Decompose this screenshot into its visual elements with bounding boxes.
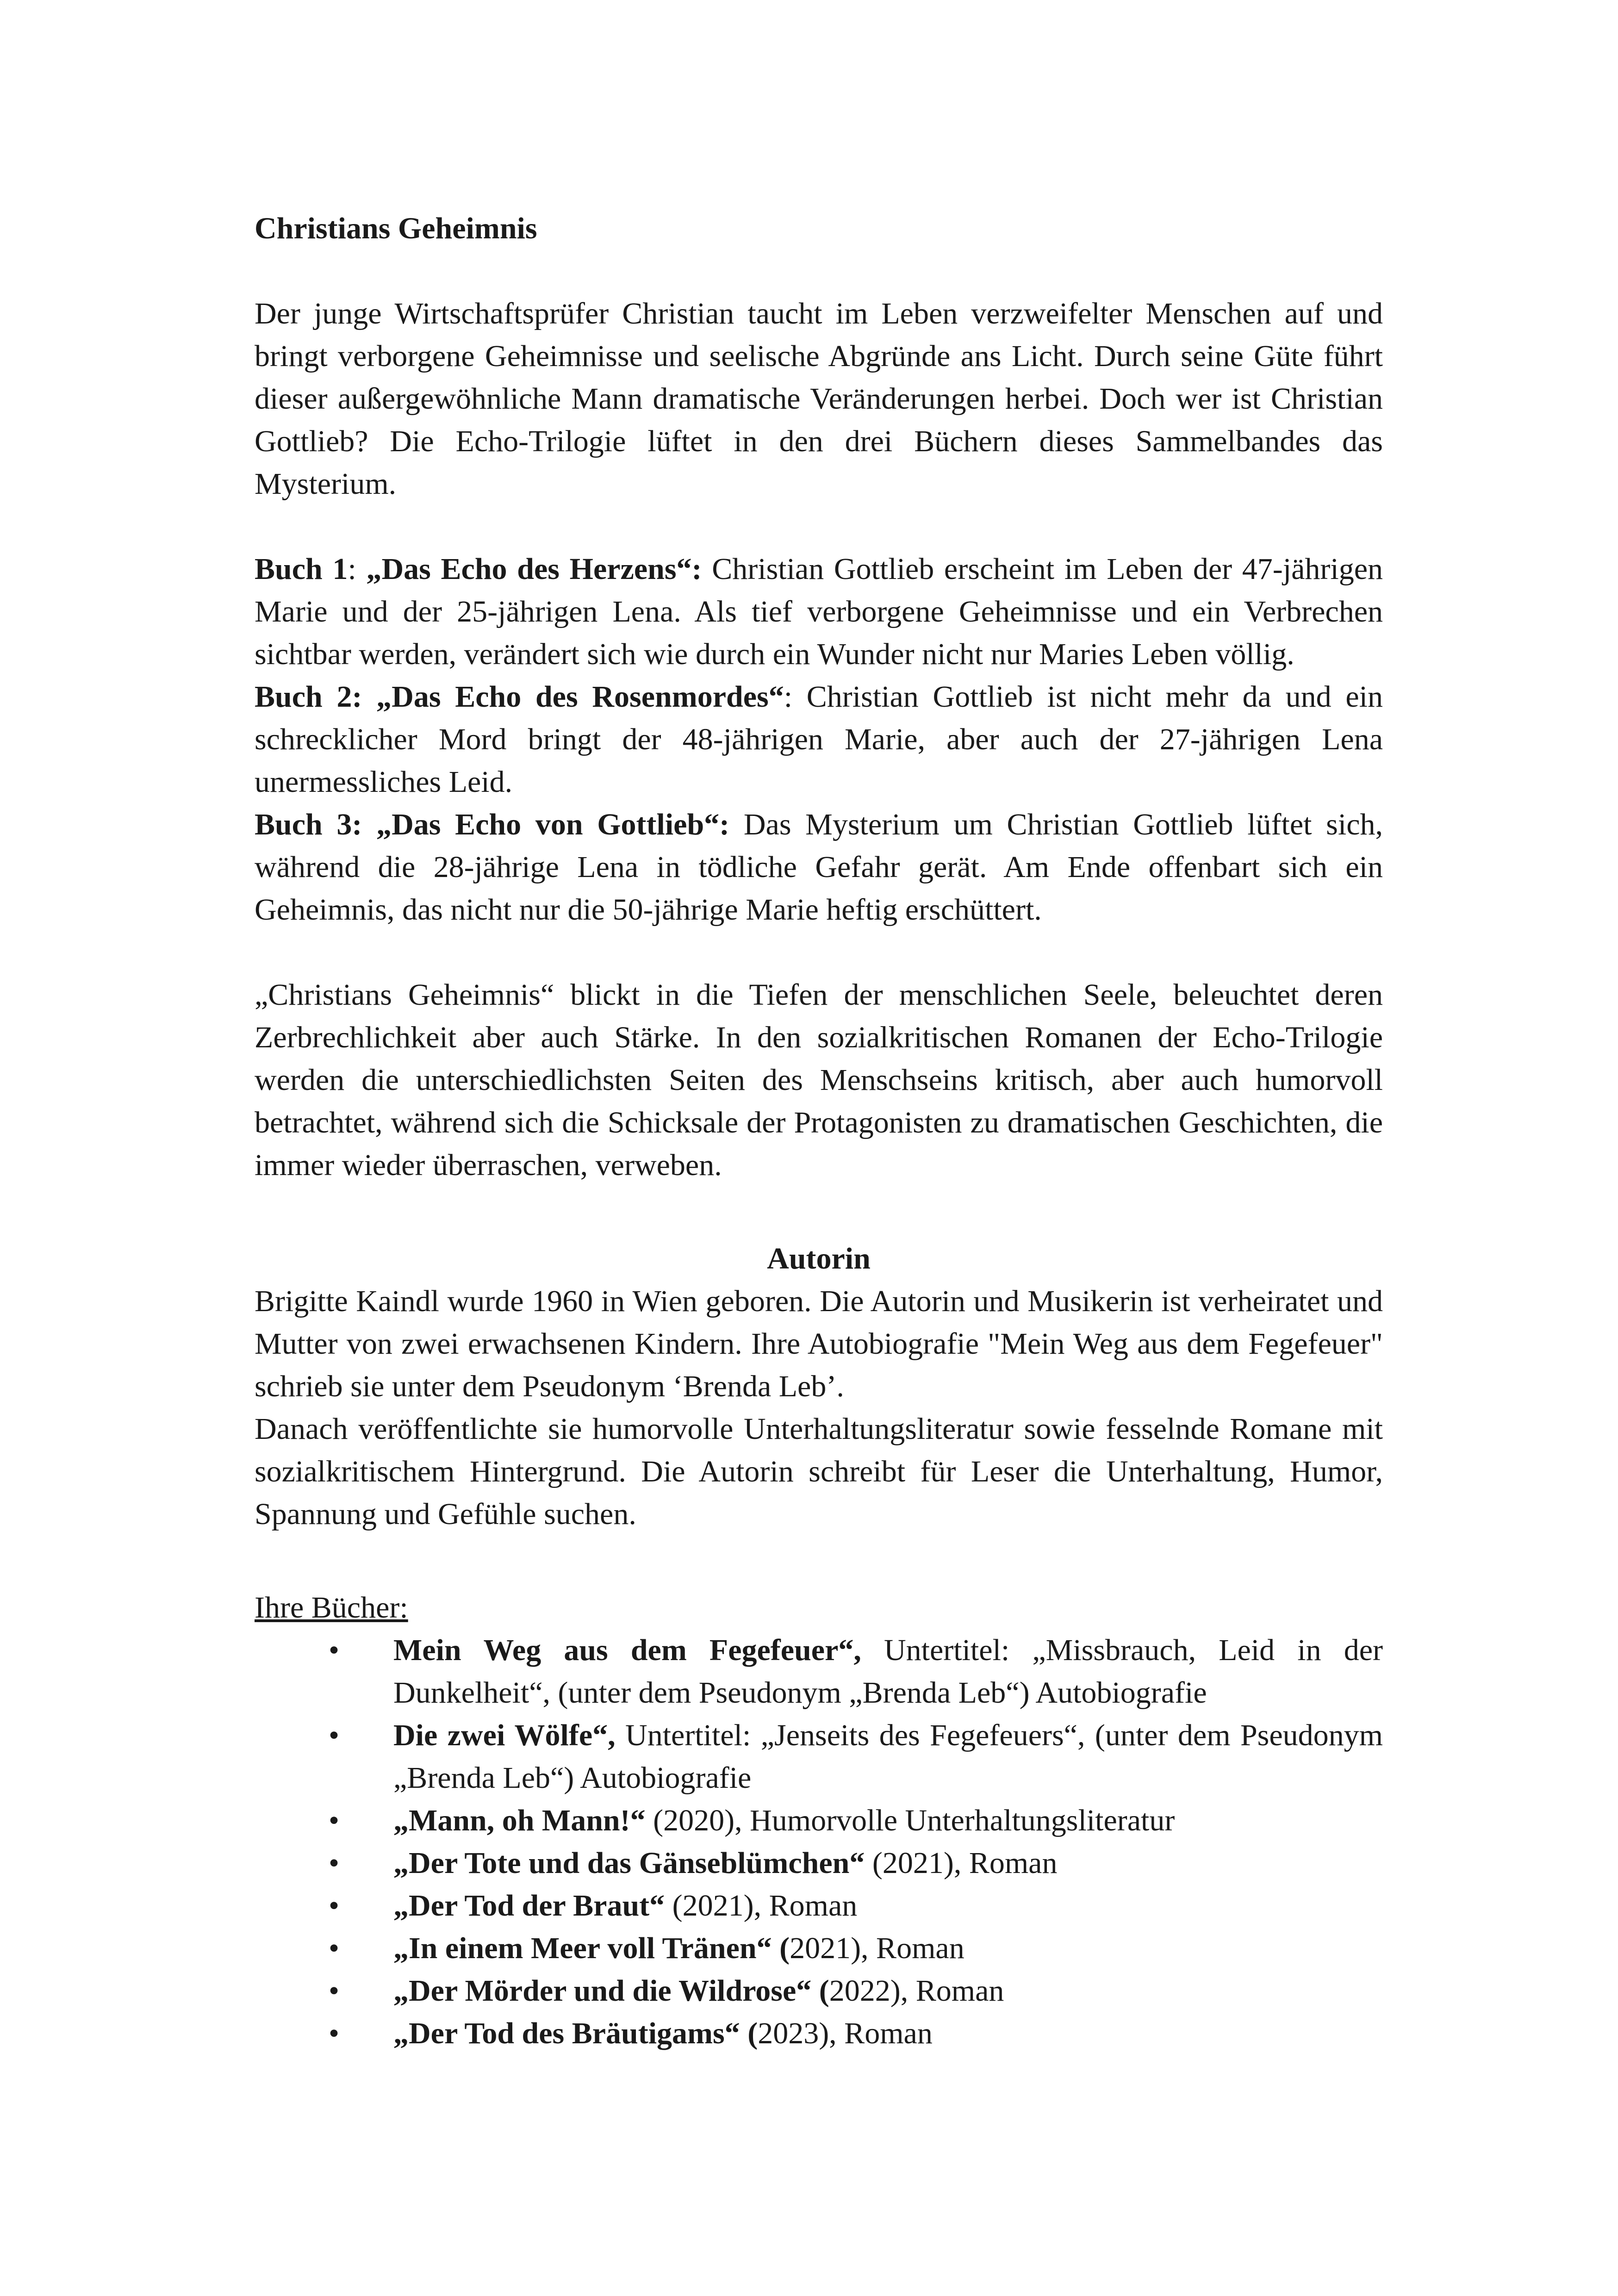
work-details: 2022), Roman <box>829 1974 1004 2008</box>
list-item <box>255 1629 1383 1714</box>
book-1-label: Buch 1 <box>255 552 348 586</box>
author-heading: Autorin <box>767 1242 871 1276</box>
work-details: (2020), Humorvolle Unterhaltungsliteratur <box>645 1804 1175 1837</box>
work-details: 2021), Roman <box>790 1931 965 1965</box>
work-title: „Der Tod der Braut“ <box>393 1889 665 1923</box>
work-title: „Der Tod des Bräutigams“ ( <box>393 2016 758 2050</box>
book-1-title: „Das Echo des Herzens“: <box>366 552 702 586</box>
work-title: Mein Weg aus dem Fegefeuer“, <box>393 1633 861 1667</box>
bullet-icon: • <box>329 1804 340 1837</box>
book-2-label: Buch 2: „Das Echo des Rosenmordes“ <box>255 680 784 714</box>
work-details: Untertitel: „Jenseits des Fegefeuers“, (unter dem Pseudonym „Brenda Leb“) Autobiografie <box>393 1718 1383 1795</box>
bullet-icon: • <box>329 2016 340 2050</box>
list-item <box>255 1970 1383 2012</box>
bullet-icon: • <box>329 1846 340 1880</box>
list-item <box>255 2012 1383 2055</box>
list-item <box>255 1799 1383 1842</box>
work-title: Die zwei Wölfe“, <box>393 1718 616 1752</box>
bullet-icon: • <box>329 1718 340 1752</box>
list-item <box>255 1842 1383 1885</box>
work-title: „In einem Meer voll Tränen“ ( <box>393 1931 790 1965</box>
author-bio-paragraph-2: Danach veröffentlichte sie humorvolle Unterhaltungsliteratur sowie fesselnde Romane mit sozialkritischem Hintergrund. Die Autorin schreibt für Leser die Unterhaltung, Humor, Spannung und Gefühle suchen. <box>255 1412 1383 1531</box>
document-title: Christians Geheimnis <box>255 212 537 245</box>
bullet-icon: • <box>329 1633 340 1667</box>
books-list-heading: Ihre Bücher: <box>255 1591 408 1624</box>
work-details: Untertitel: „Missbrauch, Leid in der Dunkelheit“, (unter dem Pseudonym „Brenda Leb“) Autobiografie <box>393 1633 1383 1710</box>
document-page <box>255 207 1383 2055</box>
book-3-paragraph <box>255 803 1383 931</box>
work-details: (2021), Roman <box>665 1889 858 1923</box>
bullet-icon: • <box>329 1974 340 2008</box>
book-2-paragraph <box>255 676 1383 803</box>
list-item <box>255 1927 1383 1970</box>
books-list <box>255 1629 1383 2055</box>
book-3-label: Buch 3: „Das Echo von Gottlieb“: <box>255 808 730 841</box>
work-title: „Der Mörder und die Wildrose“ ( <box>393 1974 829 2008</box>
list-item <box>255 1714 1383 1799</box>
work-title: „Mann, oh Mann!“ <box>393 1804 646 1837</box>
author-bio-paragraph-1: Brigitte Kaindl wurde 1960 in Wien geboren. Die Autorin und Musikerin ist verheiratet und Mutter von zwei erwachsenen Kindern. Ihre Autobiografie "Mein Weg aus dem Fegefeuer" schrieb sie unter dem Pseudonym ‘Brenda Leb’. <box>255 1284 1383 1403</box>
work-details: (2021), Roman <box>865 1846 1058 1880</box>
book-1-separator: : <box>348 552 367 586</box>
bullet-icon: • <box>329 1931 340 1965</box>
bullet-icon: • <box>329 1889 340 1923</box>
work-details: 2023), Roman <box>758 2016 933 2050</box>
work-title: „Der Tote und das Gänseblümchen“ <box>393 1846 865 1880</box>
list-item <box>255 1885 1383 1927</box>
intro-paragraph: Der junge Wirtschaftsprüfer Christian taucht im Leben verzweifelter Menschen auf und bringt verborgene Geheimnisse und seelische Abgründe ans Licht. Durch seine Güte führt dieser außergewöhnliche Mann dramatische Veränderungen herbei. Doch wer ist Christian Gottlieb? Die Echo-Trilogie lüftet in den drei Büchern dieses Sammelbandes das Mysterium. <box>255 297 1383 501</box>
book-1-paragraph <box>255 548 1383 676</box>
book-1-text: Christian Gottlieb erscheint im Leben der 47-jährigen Marie und der 25-jährigen Lena. Als tief verborgene Geheimnisse und ein Verbrechen sichtbar werden, verändert sich wie durch ein Wunder nicht nur Maries Leben völlig. <box>255 552 1383 671</box>
book-2-text: : Christian Gottlieb ist nicht mehr da und ein schrecklicher Mord bringt der 48-jährigen Marie, aber auch der 27-jährigen Lena unermessliches Leid. <box>255 680 1383 799</box>
summary-paragraph: „Christians Geheimnis“ blickt in die Tiefen der menschlichen Seele, beleuchtet deren Zerbrechlichkeit aber auch Stärke. In den sozialkritischen Romanen der Echo-Trilogie werden die unterschiedlichsten Seiten des Menschseins kritisch, aber auch humorvoll betrachtet, während sich die Schicksale der Protagonisten zu dramatischen Geschichten, die immer wieder überraschen, verweben. <box>255 978 1383 1182</box>
book-3-text: Das Mysterium um Christian Gottlieb lüftet sich, während die 28-jährige Lena in tödliche Gefahr gerät. Am Ende offenbart sich ein Geheimnis, das nicht nur die 50-jährige Marie heftig erschüttert. <box>255 808 1383 927</box>
